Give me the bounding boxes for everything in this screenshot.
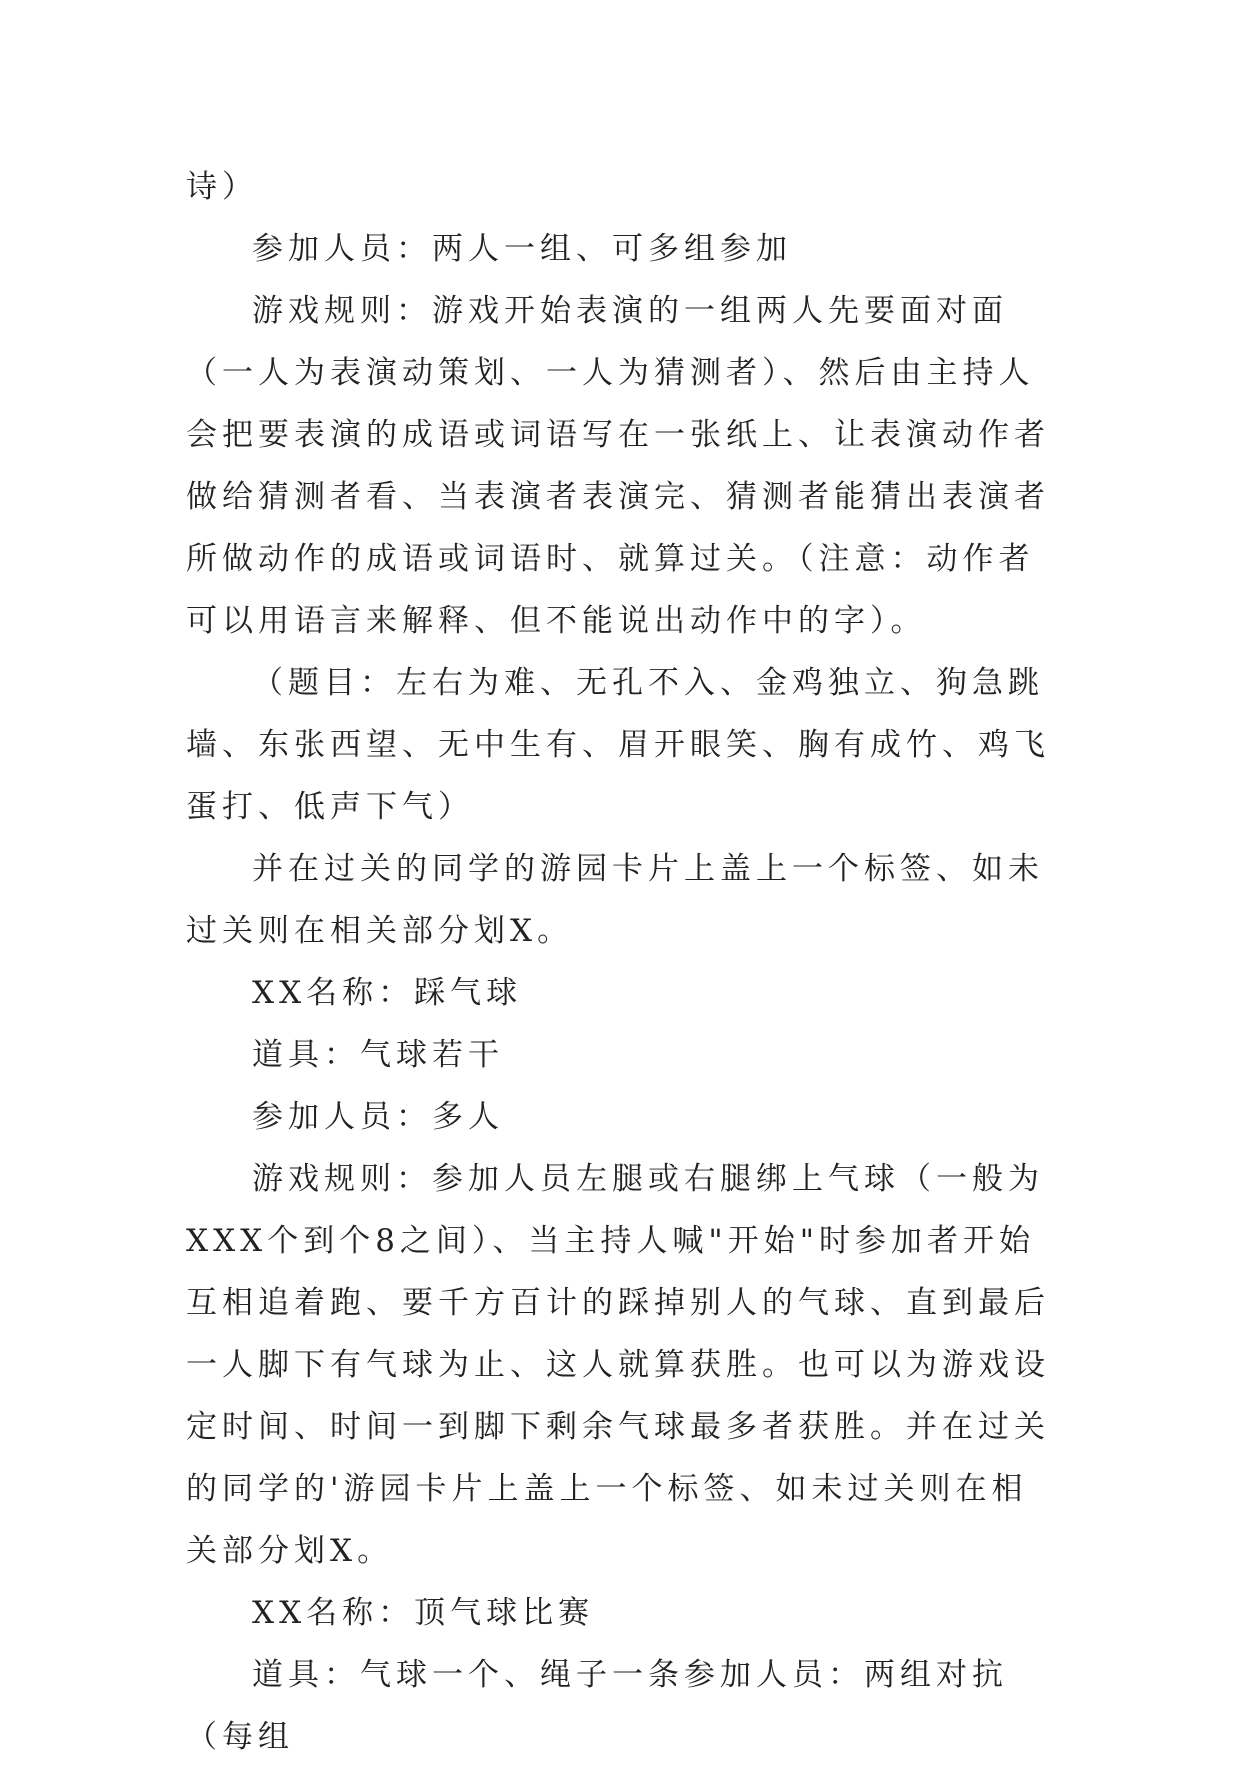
paragraph-props-balloon-rope: 道具：气球一个、绳子一条参加人员：两组对抗（每组 [186,1657,1008,1755]
paragraph-balloon-stomp-rules: 游戏规则：参加人员左腿或右腿绑上气球（一般为XXX个到个8之间）、当主持人喊"开始"时参加者开始互相追着跑、要千方百计的踩掉别人的气球、直到最后一人脚下有气球为止、这人就算获胜。也可以为游戏设定时间、时间一到脚下剩余气球最多者获胜。并在过关的同学的'游园卡片上盖上一个标签、如未过关则在相关部分划X。 [186,1161,1050,1569]
paragraph-charades-topics: （题目：左右为难、无孔不入、金鸡独立、狗急跳墙、东张西望、无中生有、眉开眼笑、胸有成竹、鸡飞蛋打、低声下气） [186,665,1050,825]
paragraph-participants-many: 参加人员：多人 [252,1099,504,1135]
paragraph-poem-end: 诗） [186,169,258,205]
paragraph-charades-rules: 游戏规则：游戏开始表演的一组两人先要面对面（一人为表演动策划、一人为猜测者）、然后由主持人会把要表演的成语或词语写在一张纸上、让表演动作者做给猜测者看、当表演者表演完、猜测者能猜出表演者所做动作的成语或词语时、就算过关。（注意：动作者可以用语言来解释、但不能说出动作中的字）。 [186,293,1050,639]
paragraph-game-name-balloon-header: XX名称：顶气球比赛 [252,1595,595,1631]
paragraph-stamp-card-note: 并在过关的同学的游园卡片上盖上一个标签、如未过关则在相关部分划X。 [186,851,1044,949]
paragraph-props-balloons: 道具：气球若干 [252,1037,504,1073]
paragraph-participants-pairs: 参加人员：两人一组、可多组参加 [252,231,792,267]
paragraph-game-name-balloon-stomp: XX名称：踩气球 [252,975,523,1011]
document-body [186,156,1056,1768]
